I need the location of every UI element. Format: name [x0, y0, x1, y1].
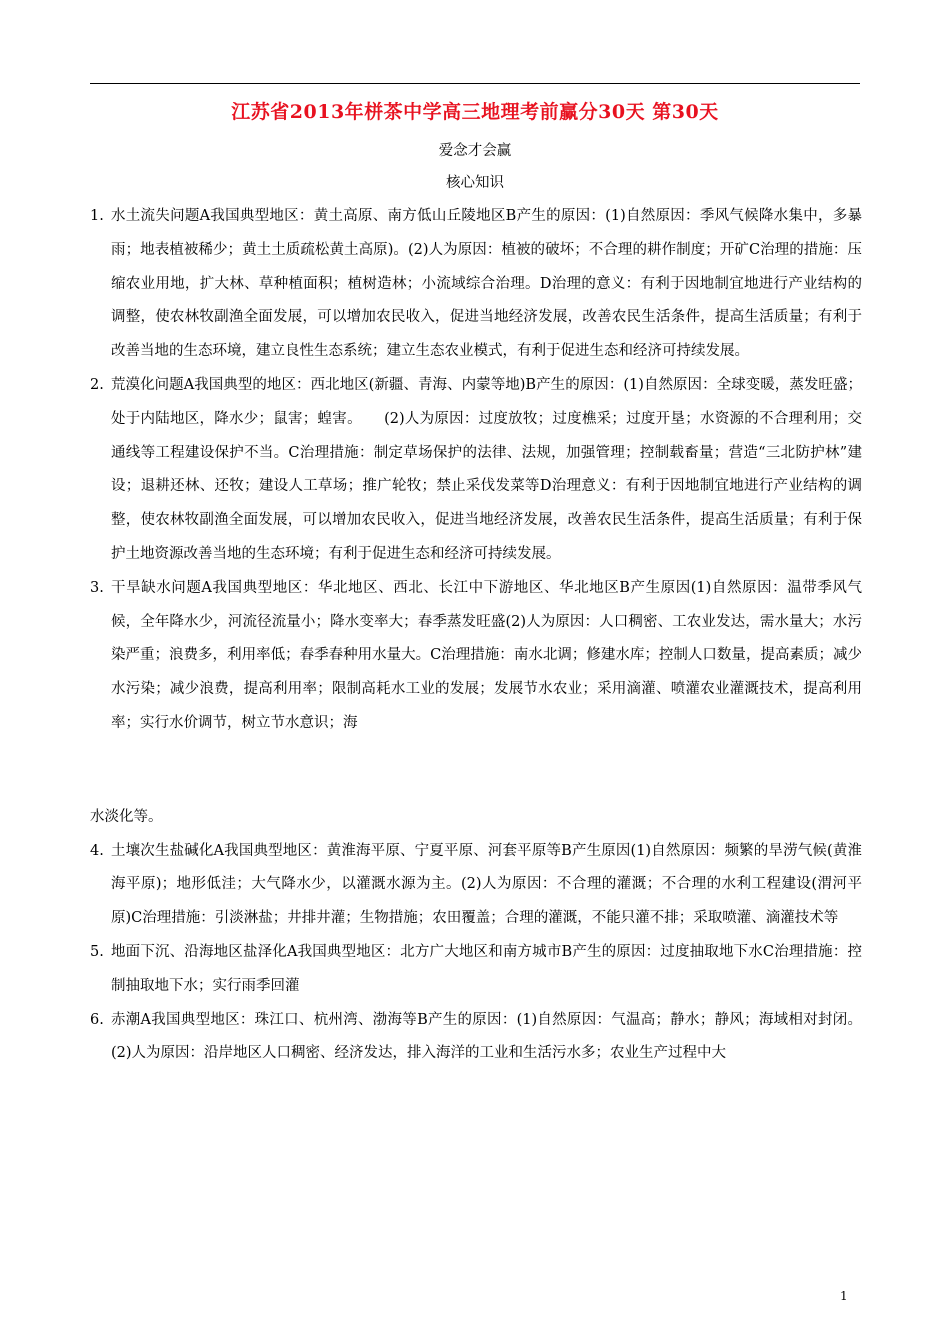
- item-text: 荒漠化问题A我国典型的地区：西北地区(新疆、青海、内蒙等地)B产生的原因：(1)自然原因：全球变暖，蒸发旺盛；处于内陆地区，降水少；鼠害；蝗害。 (2)人为原因：过度放牧；过度樵采；过度开垦；水资源的不合理利用；交通线等工程建设保护不当。C治理措施：制定草场保护的法律、法规，加强管理；控制载畜量；营造“三北防护林”建设；退耕还林、还牧；建设人工草场；推广轮牧；禁止采伐发菜等D治理意义：有利于因地制宜地进行产业结构的调整，使农林牧副渔全面发展，可以增加农民收入，促进当地经济发展，改善农民生活条件，提高生活质量；有利于保护土地资源改善当地的生态环境；有利于促进生态和经济可持续发展。: [111, 376, 862, 562]
- list-item: [90, 936, 862, 1004]
- item-text: 水土流失问题A我国典型地区：黄土高原、南方低山丘陵地区B产生的原因：(1)自然原因：季风气候降水集中，多暴雨；地表植被稀少；黄土土质疏松黄土高原)。(2)人为原因：植被的破坏；不合理的耕作制度；开矿C治理的措施：压缩农业用地，扩大林、草种植面积；植树造林；小流域综合治理。D治理的意义：有利于因地制宜地进行产业结构的调整，使农林牧副渔全面发展，可以增加农民收入，促进当地经济发展，改善农民生活条件，提高生活质量；有利于改善当地的生态环境，建立良性生态系统；建立生态农业模式，有利于促进生态和经济可持续发展。: [111, 208, 862, 360]
- item-number: 3.: [90, 579, 104, 596]
- header-rule: [90, 83, 860, 84]
- item-text: 地面下沉、沿海地区盐泽化A我国典型地区：北方广大地区和南方城市B产生的原因：过度抽取地下水C治理措施：控制抽取地下水；实行雨季回灌: [111, 943, 862, 994]
- item-text: 赤潮A我国典型地区：珠江口、杭州湾、渤海等B产生的原因：(1)自然原因：气温高；静水；静风；海域相对封闭。(2)人为原因：沿岸地区人口稠密、经济发达，排入海洋的工业和生活污水多；农业生产过程中大: [111, 1011, 862, 1062]
- page-gap: [90, 741, 862, 801]
- item-number: 4.: [90, 842, 104, 859]
- item-text: 土壤次生盐碱化A我国典型地区：黄淮海平原、宁夏平原、河套平原等B产生原因(1)自然原因：频繁的旱涝气候(黄淮海平原)；地形低洼；大气降水少，以灌溉水源为主。(2)人为原因：不合理的灌溉；不合理的水利工程建设(渭河平原)C治理措施：引淡淋盐；井排井灌；生物措施；农田覆盖；合理的灌溉，不能只灌不排；采取喷灌、滴灌技术等: [111, 842, 862, 927]
- item-number: 2.: [90, 376, 104, 393]
- list-item: [90, 369, 862, 572]
- continuation-text: 水淡化等。: [90, 808, 163, 825]
- section-heading: 核心知识: [446, 175, 504, 191]
- list-item: [90, 1004, 862, 1072]
- item-number: 5.: [90, 943, 104, 960]
- list-item: [90, 835, 862, 936]
- document-subtitle: 爱念才会赢: [438, 143, 512, 159]
- item-text: 干旱缺水问题A我国典型地区：华北地区、西北、长江中下游地区、华北地区B产生原因(1)自然原因：温带季风气候，全年降水少，河流径流量小；降水变率大；春季蒸发旺盛(2)人为原因：人口稠密、工农业发达，需水量大；水污染严重；浪费多，利用率低；春季春种用水量大。C治理措施：南水北调；修建水库；控制人口数量，提高素质；减少水污染；减少浪费，提高利用率；限制高耗水工业的发展；发展节水农业；采用滴灌、喷灌农业灌溉技术，提高利用率；实行水价调节，树立节水意识；海: [111, 579, 862, 731]
- item-number: 6.: [90, 1011, 104, 1028]
- document-title: 江苏省2013年栟茶中学高三地理考前赢分30天 第30天: [231, 101, 719, 123]
- content-body: [90, 200, 862, 1071]
- list-item: [90, 200, 862, 369]
- page-number: 1: [840, 1289, 848, 1303]
- item-number: 1.: [90, 208, 104, 224]
- list-item: [90, 572, 862, 741]
